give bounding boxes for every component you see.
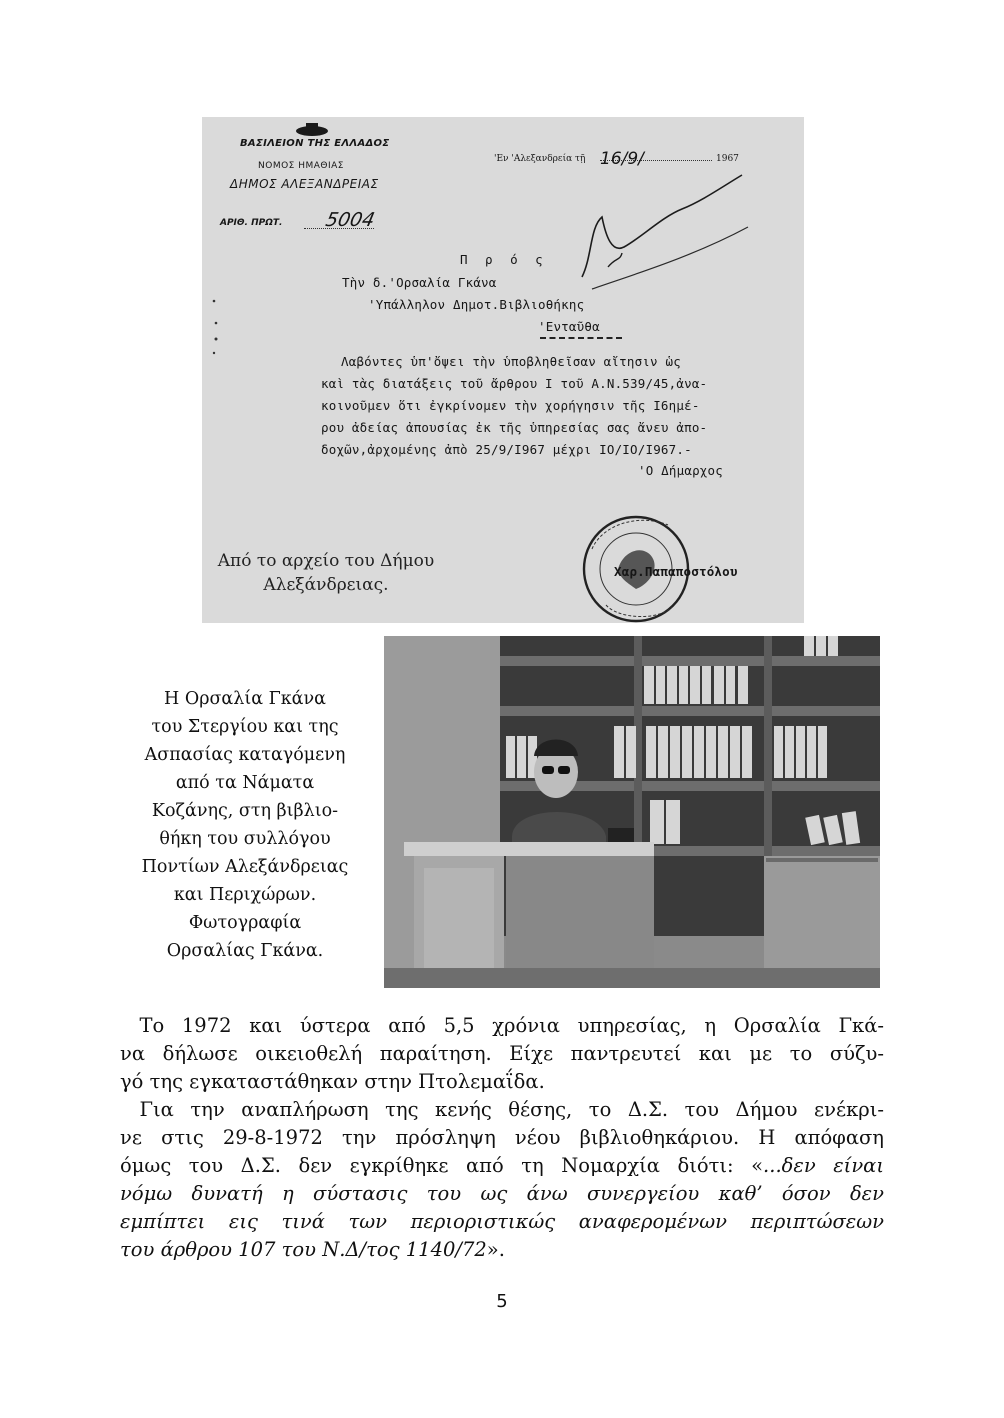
- photo-caption-line: και Περιχώρων.: [173, 885, 317, 905]
- photo-caption-line: Ορσαλίας Γκάνα.: [166, 941, 324, 961]
- paragraph-line: Για την αναπλήρωση της κενής θέσης, το Δ.Σ. του Δήμου ενέκρι-: [120, 1098, 884, 1121]
- paragraph-line: να δήλωσε οικειοθελή παραίτηση. Είχε παντρευτεί και με το σύζυ-: [120, 1042, 884, 1065]
- letter-body-line: κοινοῦμεν ὅτι ἐγκρίνομεν τὴν χορήγησιν τῆς Ι6ημέ-: [321, 398, 700, 413]
- photo-caption-line: Η Ορσαλία Γκάνα: [164, 689, 326, 709]
- letterhead-municipality: ΔΗΜΟΣ ΑΛΕΞΑΝΔΡΕΙΑΣ: [230, 177, 379, 191]
- date-year: 1967: [716, 154, 739, 164]
- date-day: 16/9/: [600, 149, 644, 169]
- quote-text: ...δεν είναι: [763, 1154, 885, 1177]
- letter-caption: Από το αρχείο του Δήμου Αλεξάνδρειας.: [217, 551, 435, 595]
- letterhead-kingdom: ΒΑΣΙΛΕΙΟΝ ΤΗΣ ΕΛΛΑΔΟΣ: [240, 138, 390, 149]
- quote-line: νόμω δυνατή η σύστασις του ως άνω συνεργείου καθ’ όσον δεν: [120, 1182, 884, 1205]
- letter-recipient: Τὴν δ.'Ορσαλία Γκάνα: [342, 275, 497, 290]
- librarian-at-desk-photo: [384, 636, 880, 988]
- paragraph-text: όμως του Δ.Σ. δεν εγκρίθηκε από τη Νομαρχία διότι: «: [120, 1154, 764, 1177]
- photo-caption: [120, 685, 370, 965]
- paragraph-line: νε στις 29-8-1972 την πρόσληψη νέου βιβλιοθηκάριου. Η απόφαση: [120, 1126, 884, 1149]
- letter-recipient-role: 'Υπάλληλον Δημοτ.Βιβλιοθήκης: [368, 297, 585, 312]
- letterhead-prefecture: ΝΟΜΟΣ ΗΜΑΘΙΑΣ: [258, 161, 344, 171]
- photo-caption-line: Ασπασίας καταγόμενη: [144, 745, 346, 765]
- photo-caption-line: από τα Νάματα: [175, 773, 315, 793]
- quote-line: [120, 1236, 884, 1264]
- letter-body-line: καὶ τὰς διατάξεις τοῦ ἄρθρου Ι τοῦ Α.Ν.539/45,ἀνα-: [321, 376, 708, 391]
- photo-caption-line: Φωτογραφία: [188, 913, 302, 933]
- letter-to: Π ρ ό ς: [460, 252, 548, 267]
- paragraph-line: Το 1972 και ύστερα από 5,5 χρόνια υπηρεσίας, η Ορσαλία Γκά-: [120, 1014, 884, 1037]
- handwritten-note-icon: [572, 157, 752, 297]
- place-underline: [540, 337, 622, 339]
- photo-caption-line: Κοζάνης, στη βιβλιο-: [151, 801, 339, 821]
- date-label: 'Εν 'Αλεξανδρεία τῇ: [494, 154, 586, 164]
- body-text: [120, 1012, 884, 1264]
- photo-caption-line: Ποντίων Αλεξάνδρειας: [141, 857, 349, 877]
- letter-recipient-place: 'Ενταῦθα: [538, 319, 600, 334]
- quote-line: εμπίπτει εις τινά των περιοριστικώς αναφερομένων περιπτώσεων: [120, 1210, 884, 1233]
- photo-caption-line: θήκη του συλλόγου: [159, 829, 331, 849]
- quote-end: ».: [486, 1238, 505, 1261]
- photo-caption-line: του Στεργίου και της: [151, 717, 339, 737]
- paragraph-line: γό της εγκαταστάθηκαν στην Πτολεμαΐδα.: [120, 1070, 545, 1093]
- protocol-label: ΑΡΙΘ. ΠΡΩΤ.: [220, 218, 283, 228]
- letter-signature-name: Χαρ.Παπαποστόλου: [614, 564, 738, 579]
- protocol-number: 5004: [323, 209, 377, 231]
- scanned-letter: [202, 117, 804, 623]
- paragraph-line: [120, 1152, 884, 1180]
- letter-body-line: ρου ἀδείας ἀπουσίας ἐκ τῆς ὑπηρεσίας σας ἄνευ ἀπο-: [321, 420, 708, 435]
- letter-body-line: δοχῶν,ἀρχομένης ἀπὸ 25/9/Ι967 μέχρι ΙΟ/ΙΟ/Ι967.-: [321, 442, 692, 457]
- margin-marks-icon: [210, 297, 220, 357]
- crown-emblem-icon: [294, 123, 330, 137]
- quote-text: του άρθρου 107 του Ν.Δ/τος 1140/72: [120, 1238, 487, 1261]
- letter-body-line: Λαβόντες ὑπ'ὄψει τὴν ὑποβληθεῖσαν αἴτησιν ὡς: [341, 354, 681, 369]
- library-photo: [384, 636, 880, 988]
- page-number: 5: [496, 1291, 508, 1312]
- letter-mayor-title: 'Ο Δήμαρχος: [638, 463, 723, 478]
